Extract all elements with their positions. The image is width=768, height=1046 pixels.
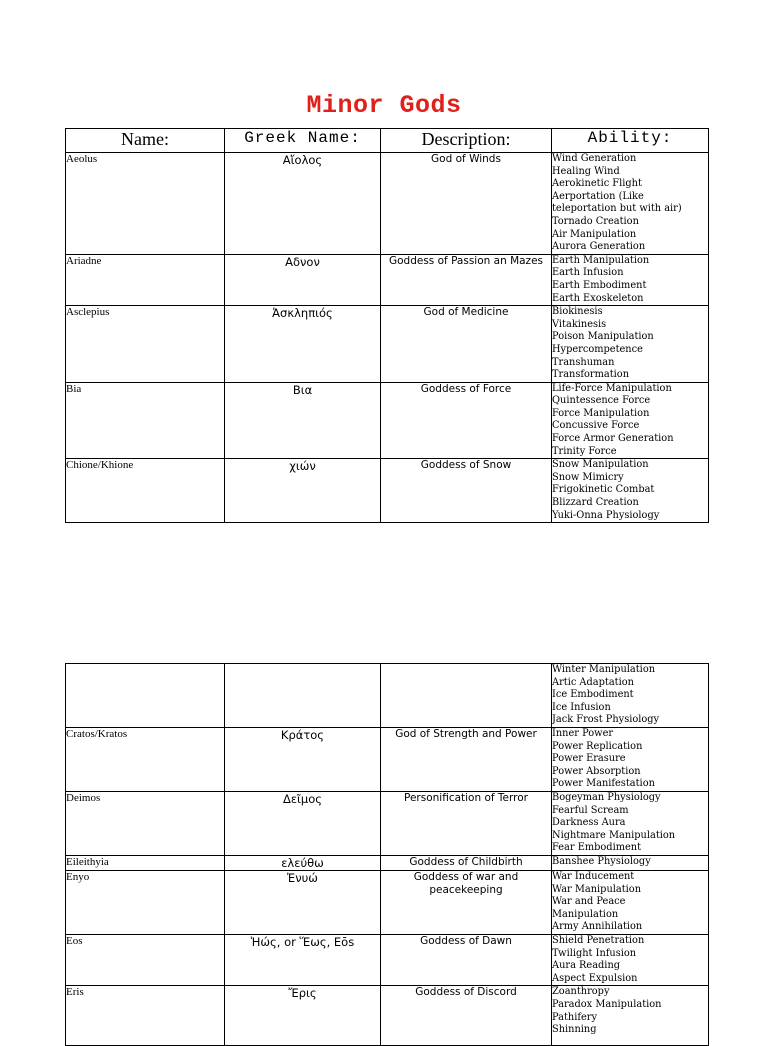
ability-list: [552, 870, 709, 934]
table-row: [66, 459, 709, 523]
ability-item: Power Manifestation: [552, 778, 655, 790]
table-row: [66, 306, 709, 383]
ability-item: Artic Adaptation: [552, 676, 634, 688]
god-name: Enyo: [66, 870, 225, 934]
ability-item: Wind Generation: [552, 153, 637, 164]
ability-item: Fear Embodiment: [552, 842, 642, 854]
god-description: God of Medicine: [381, 306, 552, 383]
god-name: Eileithyia: [66, 855, 225, 870]
header-greek-name: Greek Name:: [225, 129, 381, 153]
god-name: Chione/Khione: [66, 459, 225, 523]
god-description: Goddess of war and peacekeeping: [381, 870, 552, 934]
ability-item: Manipulation: [552, 908, 619, 920]
greek-name: χιών: [225, 459, 381, 523]
ability-item: Bogeyman Physiology: [552, 791, 661, 803]
ability-item: Fearful Scream: [552, 804, 629, 816]
page-title: Minor Gods: [306, 91, 462, 120]
god-description: God of Strength and Power: [381, 727, 552, 791]
ability-item: Power Absorption: [552, 765, 641, 777]
gods-table-2: [65, 663, 709, 1046]
ability-item: Inner Power: [552, 727, 614, 739]
ability-item: Ice Embodiment: [552, 689, 634, 701]
god-description: Goddess of Force: [381, 382, 552, 459]
ability-list: [552, 254, 709, 305]
ability-item: Force Manipulation: [552, 407, 650, 419]
ability-item: Trinity Force: [552, 445, 617, 457]
ability-item: Power Erasure: [552, 753, 626, 765]
ability-item: Power Replication: [552, 740, 643, 752]
god-name: Bia: [66, 382, 225, 459]
header-ability: Ability:: [552, 129, 709, 153]
ability-item: teleportation but with air): [552, 203, 682, 215]
god-description: Goddess of Discord: [381, 986, 552, 1046]
ability-item: Yuki-Onna Physiology: [552, 509, 660, 521]
ability-item: Twilight Infusion: [552, 947, 637, 959]
ability-list: [552, 791, 709, 855]
ability-item: Ice Infusion: [552, 701, 611, 713]
god-description: Goddess of Dawn: [381, 934, 552, 985]
ability-item: Aurora Generation: [552, 241, 646, 253]
god-name: Deimos: [66, 791, 225, 855]
greek-name: ελεύθω: [225, 855, 381, 870]
ability-item: War Inducement: [552, 870, 635, 882]
god-description: Personification of Terror: [381, 791, 552, 855]
ability-item: Shield Penetration: [552, 934, 645, 946]
ability-list: [552, 986, 709, 1046]
ability-item: Poison Manipulation: [552, 331, 654, 343]
god-name: Cratos/Kratos: [66, 727, 225, 791]
ability-item: Tornado Creation: [552, 215, 639, 227]
ability-item: Earth Manipulation: [552, 254, 650, 266]
table-row: [66, 870, 709, 934]
ability-item: Banshee Physiology: [552, 855, 651, 867]
ability-item: Biokinesis: [552, 306, 603, 318]
ability-item: Jack Frost Physiology: [552, 714, 660, 726]
ability-list: [552, 855, 709, 870]
ability-item: Force Armor Generation: [552, 433, 674, 445]
ability-item: Earth Embodiment: [552, 279, 647, 291]
table-row: [66, 664, 709, 728]
ability-item: Aerokinetic Flight: [552, 178, 642, 190]
ability-list: [552, 664, 709, 728]
ability-item: Transformation: [552, 369, 630, 381]
god-description: Goddess of Childbirth: [381, 855, 552, 870]
gods-table-1: [65, 128, 709, 523]
god-name: [66, 664, 225, 728]
ability-item: Paradox Manipulation: [552, 998, 662, 1010]
ability-item: Darkness Aura: [552, 817, 626, 829]
ability-item: Army Annihilation: [552, 921, 643, 933]
ability-item: Hypercompetence: [552, 343, 643, 355]
god-name: Eos: [66, 934, 225, 985]
ability-item: Earth Exoskeleton: [552, 292, 644, 304]
header-description: Description:: [381, 129, 552, 153]
ability-item: Concussive Force: [552, 420, 640, 432]
ability-item: Aerportation (Like: [552, 190, 644, 202]
greek-name: Ἐνυώ: [225, 870, 381, 934]
ability-item: Aura Reading: [552, 960, 621, 972]
ability-item: Frigokinetic Combat: [552, 484, 655, 496]
ability-item: Life-Force Manipulation: [552, 382, 672, 394]
ability-item: Earth Infusion: [552, 267, 624, 279]
god-name: Eris: [66, 986, 225, 1046]
god-description: [381, 664, 552, 728]
ability-list: [552, 459, 709, 523]
ability-item: Vitakinesis: [552, 318, 607, 330]
god-description: Goddess of Snow: [381, 459, 552, 523]
ability-item: Aspect Expulsion: [552, 972, 638, 984]
ability-item: War and Peace: [552, 896, 626, 908]
god-description: Goddess of Passion an Mazes: [381, 254, 552, 305]
god-name: Aeolus: [66, 153, 225, 255]
table-row: [66, 153, 709, 255]
god-name: Asclepius: [66, 306, 225, 383]
table-row: [66, 986, 709, 1046]
ability-item: War Manipulation: [552, 883, 642, 895]
greek-name: Αἴολος: [225, 153, 381, 255]
table-row: [66, 254, 709, 305]
ability-item: Quintessence Force: [552, 395, 651, 407]
ability-item: Winter Manipulation: [552, 664, 656, 675]
ability-item: Healing Wind: [552, 165, 620, 177]
table-row: [66, 855, 709, 870]
ability-item: Nightmare Manipulation: [552, 829, 676, 841]
ability-item: Shinning: [552, 1024, 597, 1036]
greek-name: Αδνον: [225, 254, 381, 305]
ability-list: [552, 382, 709, 459]
ability-list: [552, 306, 709, 383]
ability-list: [552, 727, 709, 791]
god-description: God of Winds: [381, 153, 552, 255]
ability-item: Transhuman: [552, 356, 615, 368]
greek-name: Ἀσκληπιός: [225, 306, 381, 383]
header-name: Name:: [66, 129, 225, 153]
ability-item: Snow Mimicry: [552, 471, 624, 483]
ability-list: [552, 934, 709, 985]
header-row: [66, 129, 709, 153]
table-row: [66, 382, 709, 459]
greek-name: Βια: [225, 382, 381, 459]
ability-item: Air Manipulation: [552, 228, 637, 240]
greek-name: Ἔρις: [225, 986, 381, 1046]
greek-name: [225, 664, 381, 728]
greek-name: Δεῖμος: [225, 791, 381, 855]
greek-name: Ἠώς, or Ἕως, Eōs: [225, 934, 381, 985]
ability-item: Zoanthropy: [552, 986, 610, 998]
ability-item: Snow Manipulation: [552, 459, 649, 471]
ability-item: Blizzard Creation: [552, 497, 639, 509]
god-name: Ariadne: [66, 254, 225, 305]
ability-item: Pathifery: [552, 1011, 598, 1023]
table-row: [66, 791, 709, 855]
ability-list: [552, 153, 709, 255]
greek-name: Κράτος: [225, 727, 381, 791]
table-row: [66, 934, 709, 985]
table-row: [66, 727, 709, 791]
